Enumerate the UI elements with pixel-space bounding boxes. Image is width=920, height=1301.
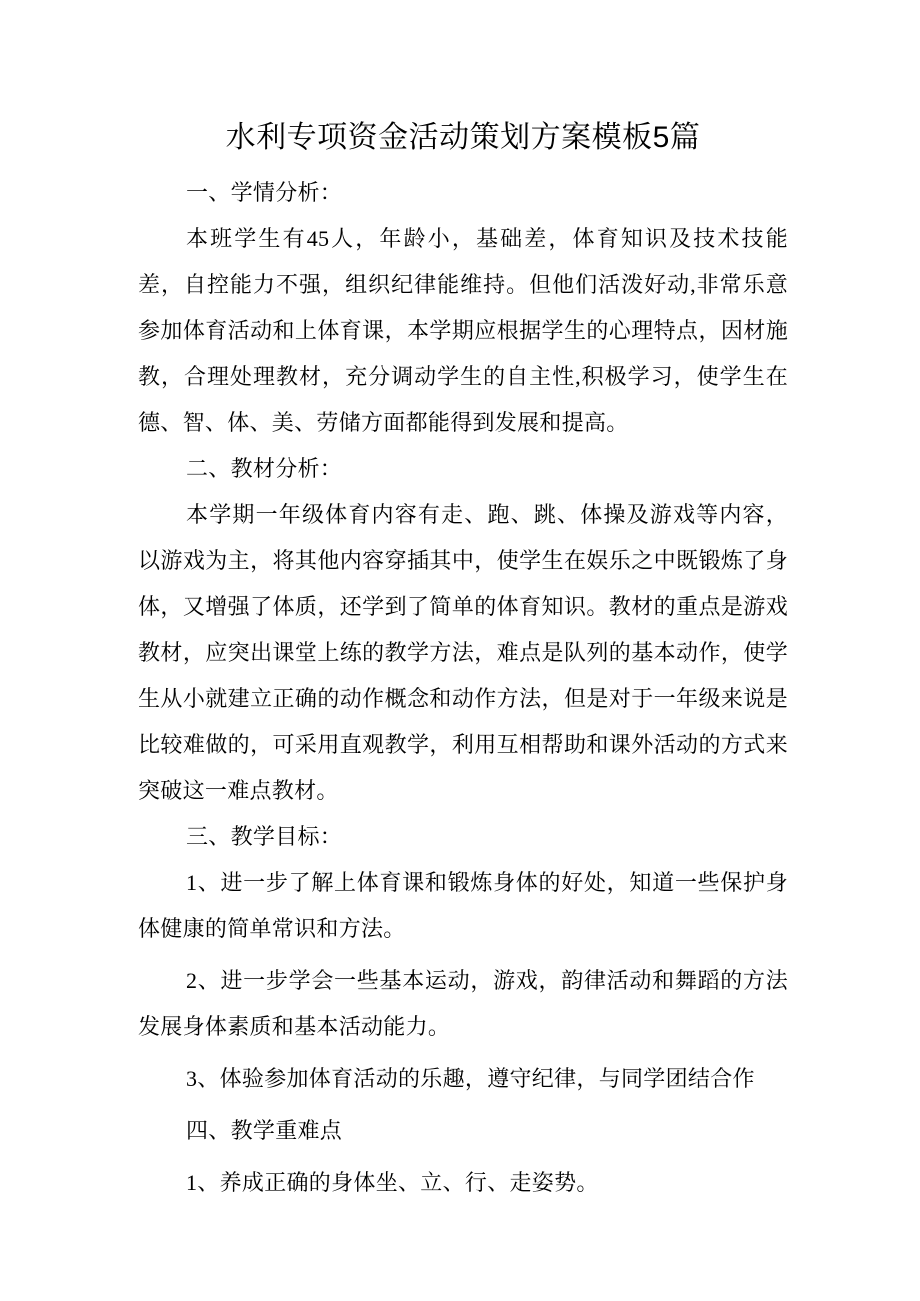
paragraph-learning-analysis: 本班学生有45人，年龄小，基础差，体育知识及技术技能差，自控能力不强，组织纪律能维持。但他们活泼好动,非常乐意参加体育活动和上体育课，本学期应根据学生的心理特点，因材施教，合理处理教材，充分调动学生的自主性,积极学习，使学生在德、智、体、美、劳储方面都能得到发展和提高。 [138, 226, 788, 435]
section-heading-material-analysis: 二、教材分析： [186, 456, 343, 481]
section-heading-learning-analysis: 一、学情分析： [186, 180, 343, 205]
section-heading-key-difficulties: 四、教学重难点 [186, 1118, 343, 1143]
document-title: 水利专项资金活动策划方案模板5篇 [225, 121, 701, 154]
paragraph-material-analysis: 本学期一年级体育内容有走、跑、跳、体操及游戏等内容，以游戏为主，将其他内容穿插其中，使学生在娱乐之中既锻炼了身体，又增强了体质，还学到了简单的体育知识。教材的重点是游戏教材，应突出课堂上练的教学方法，难点是队列的基本动作，使学生从小就建立正确的动作概念和动作方法，但是对于一年级来说是比较难做的，可采用直观教学，利用互相帮助和课外活动的方式来突破这一难点教材。 [138, 502, 788, 803]
goal-item-2: 2、进一步学会一些基本运动，游戏，韵律活动和舞蹈的方法发展身体素质和基本活动能力。 [138, 968, 788, 1039]
goal-item-3: 3、体验参加体育活动的乐趣，遵守纪律，与同学团结合作 [186, 1066, 755, 1091]
document-page [138, 112, 788, 1206]
difficulty-item-1: 1、养成正确的身体坐、立、行、走姿势。 [186, 1170, 599, 1195]
section-heading-teaching-goals: 三、教学目标： [186, 824, 343, 849]
goal-item-1: 1、进一步了解上体育课和锻炼身体的好处，知道一些保护身体健康的简单常识和方法。 [138, 870, 788, 941]
